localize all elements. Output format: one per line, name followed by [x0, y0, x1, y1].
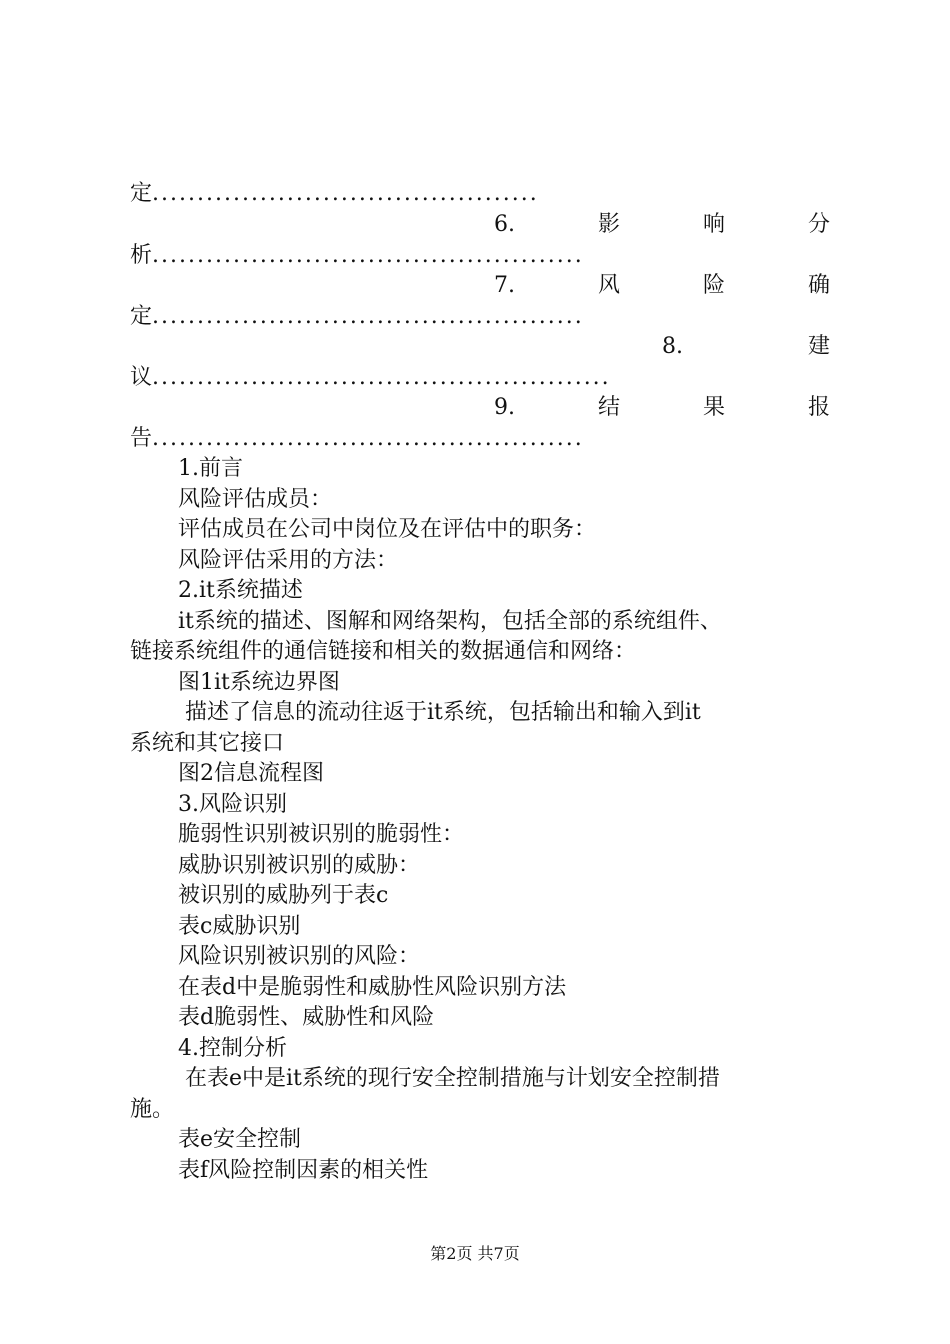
toc-item-6-char-1: 影 [597, 212, 620, 237]
page-footer: 第2页 共7页 [430, 1244, 520, 1263]
toc-item-7-char-2: 险 [702, 273, 725, 298]
toc-item-8-dots: ................................................... [152, 365, 611, 390]
toc-item-7-heading [494, 270, 830, 301]
paragraph-line: 描述了信息的流动往返于it系统，包括输出和输入到it [178, 700, 701, 725]
paragraph-line: 威胁识别被识别的威胁： [178, 853, 421, 878]
paragraph-line: 施。 [130, 1097, 175, 1122]
toc-item-8-char-1: 建 [807, 334, 830, 359]
toc-item-9-heading [494, 392, 830, 423]
toc-item-7-dots: ................................................ [152, 304, 584, 329]
paragraph-line: 被识别的威胁列于表c [178, 883, 389, 908]
section-heading-control-analysis: 4.控制分析 [178, 1036, 287, 1061]
table-caption: 表c威胁识别 [178, 914, 301, 939]
paragraph-line: it系统的描述、图解和网络架构，包括全部的系统组件、 [178, 609, 722, 634]
paragraph-line: 链接系统组件的通信链接和相关的数据通信和网络： [130, 639, 637, 664]
toc-item-8-number: 8. [662, 334, 683, 359]
section-heading-risk-identification: 3.风险识别 [178, 792, 287, 817]
paragraph-line: 系统和其它接口 [130, 731, 285, 756]
toc-item-5-line [130, 178, 830, 209]
toc-item-9-dots: ................................................ [152, 426, 584, 451]
paragraph-line: 脆弱性识别被识别的脆弱性： [178, 822, 465, 847]
toc-item-6-heading [494, 209, 830, 240]
toc-item-6-line [130, 240, 830, 271]
toc-item-9-number: 9. [494, 395, 515, 420]
toc-item-6-number: 6. [494, 212, 515, 237]
toc-item-9-line [130, 423, 830, 454]
toc-item-5-tail: 定 [130, 181, 153, 206]
table-caption: 表e安全控制 [178, 1127, 302, 1152]
toc-item-5-dots: ........................................... [152, 181, 539, 206]
paragraph-line: 在表d中是脆弱性和威胁性风险识别方法 [178, 975, 567, 1000]
toc-item-9-char-3: 报 [807, 395, 830, 420]
toc-item-7-line [130, 301, 830, 332]
toc-item-9-tail: 告 [130, 426, 153, 451]
toc-item-8-tail: 议 [130, 365, 153, 390]
paragraph-line: 评估成员在公司中岗位及在评估中的职务： [178, 517, 597, 542]
toc-item-9-char-2: 果 [702, 395, 725, 420]
toc-item-7-tail: 定 [130, 304, 153, 329]
toc-item-7-number: 7. [494, 273, 515, 298]
toc-item-6-dots: ................................................ [152, 243, 584, 268]
section-heading-it-system: 2.it系统描述 [178, 578, 303, 603]
toc-item-7-char-3: 确 [807, 273, 830, 298]
paragraph-line: 风险识别被识别的风险： [178, 944, 421, 969]
table-caption: 表f风险控制因素的相关性 [178, 1158, 429, 1183]
table-caption: 表d脆弱性、威胁性和风险 [178, 1005, 435, 1030]
paragraph-line: 风险评估采用的方法： [178, 548, 399, 573]
figure-caption: 图1it系统边界图 [178, 670, 340, 695]
toc-item-8-heading [662, 331, 830, 362]
toc-item-9-char-1: 结 [597, 395, 620, 420]
figure-caption: 图2信息流程图 [178, 761, 324, 786]
toc-item-8-line [130, 362, 830, 393]
toc-item-7-char-1: 风 [597, 273, 620, 298]
section-heading-preface: 1.前言 [178, 456, 243, 481]
paragraph-line: 风险评估成员： [178, 487, 333, 512]
toc-item-6-char-2: 响 [702, 212, 725, 237]
toc-item-6-tail: 析 [130, 243, 153, 268]
toc-item-6-char-3: 分 [807, 212, 830, 237]
paragraph-line: 在表e中是it系统的现行安全控制措施与计划安全控制措 [178, 1066, 720, 1091]
